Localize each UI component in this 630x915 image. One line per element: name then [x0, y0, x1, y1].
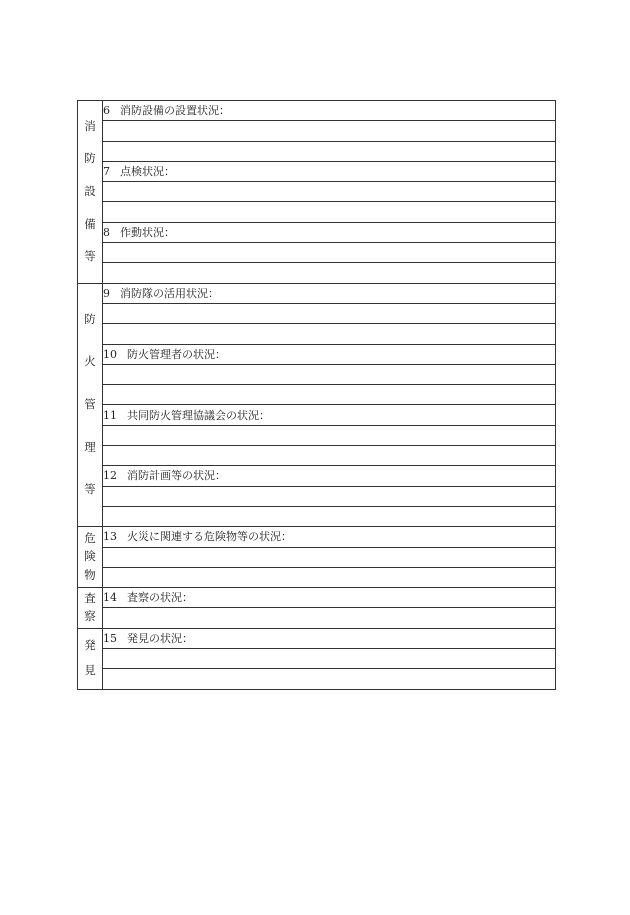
category-char: 防: [84, 151, 96, 166]
category-char: 見: [84, 663, 96, 678]
item-label-cell: [103, 344, 556, 364]
item-row: [78, 161, 556, 181]
category-char: 設: [84, 183, 96, 198]
answer-line[interactable]: [103, 202, 556, 222]
answer-line[interactable]: [103, 446, 556, 466]
blank-row: [78, 263, 556, 283]
item-number: 9: [103, 286, 110, 300]
item-label: 発見の状況：: [127, 631, 193, 645]
blank-row: [78, 425, 556, 445]
category-char: 防: [84, 311, 96, 326]
blank-row: [78, 446, 556, 466]
item-row: [78, 527, 556, 547]
item-row: [78, 466, 556, 486]
answer-line[interactable]: [103, 425, 556, 445]
blank-row: [78, 567, 556, 587]
category-char: 危: [84, 530, 96, 545]
blank-row: [78, 364, 556, 384]
blank-row: [78, 243, 556, 263]
inspection-form-table: [77, 100, 556, 690]
item-label: 消防隊の活用状況：: [120, 286, 219, 300]
blank-row: [78, 486, 556, 506]
answer-line[interactable]: [103, 364, 556, 384]
category-char: 険: [84, 549, 96, 564]
item-number: 7: [103, 165, 110, 179]
category-char: 察: [84, 608, 96, 623]
answer-line[interactable]: [103, 141, 556, 161]
item-label: 火災に関連する危険物等の状況：: [127, 530, 292, 544]
category-cell: [78, 628, 103, 689]
item-label-cell: [103, 222, 556, 242]
category-cell: [78, 588, 103, 629]
category-char: 査: [84, 591, 96, 606]
answer-line[interactable]: [103, 121, 556, 141]
item-row: [78, 405, 556, 425]
answer-line[interactable]: [103, 243, 556, 263]
form-body: [78, 101, 556, 690]
item-label-cell: [103, 283, 556, 303]
category-char: 発: [84, 638, 96, 653]
answer-line[interactable]: [103, 669, 556, 689]
category-label: [78, 101, 102, 283]
item-number: 11: [103, 408, 117, 422]
answer-line[interactable]: [103, 324, 556, 344]
item-row: [78, 628, 556, 648]
answer-line[interactable]: [103, 506, 556, 526]
category-label: [78, 527, 102, 587]
blank-row: [78, 547, 556, 567]
item-label: 点検状況：: [120, 165, 175, 179]
answer-line[interactable]: [103, 385, 556, 405]
blank-row: [78, 669, 556, 689]
blank-row: [78, 608, 556, 628]
category-char: 火: [84, 354, 96, 369]
answer-line[interactable]: [103, 547, 556, 567]
category-char: 理: [84, 439, 96, 454]
answer-line[interactable]: [103, 486, 556, 506]
category-char: 管: [84, 397, 96, 412]
item-row: [78, 588, 556, 608]
category-label: [78, 588, 102, 628]
item-label: 共同防火管理協議会の状況：: [127, 408, 270, 422]
item-label: 作動状況：: [120, 225, 175, 239]
answer-line[interactable]: [103, 303, 556, 323]
item-number: 12: [103, 469, 117, 483]
category-cell: [78, 101, 103, 284]
item-label: 消防計画等の状況：: [127, 469, 226, 483]
blank-row: [78, 182, 556, 202]
blank-row: [78, 202, 556, 222]
item-label: 防火管理者の状況：: [127, 347, 226, 361]
answer-line[interactable]: [103, 608, 556, 628]
item-label-cell: [103, 466, 556, 486]
answer-line[interactable]: [103, 567, 556, 587]
item-number: 13: [103, 530, 117, 544]
item-label-cell: [103, 588, 556, 608]
answer-line[interactable]: [103, 649, 556, 669]
blank-row: [78, 324, 556, 344]
item-label-cell: [103, 628, 556, 648]
blank-row: [78, 121, 556, 141]
item-label: 査察の状況：: [127, 591, 193, 605]
answer-line[interactable]: [103, 263, 556, 283]
blank-row: [78, 506, 556, 526]
item-row: [78, 283, 556, 303]
category-cell: [78, 283, 103, 527]
item-label: 消防設備の設置状況：: [120, 104, 230, 118]
category-char: 物: [84, 567, 96, 582]
blank-row: [78, 141, 556, 161]
item-row: [78, 101, 556, 121]
item-label-cell: [103, 527, 556, 547]
category-char: 消: [84, 118, 96, 133]
blank-row: [78, 649, 556, 669]
item-row: [78, 344, 556, 364]
category-char: 等: [84, 482, 96, 497]
category-cell: [78, 527, 103, 588]
category-label: [78, 284, 102, 527]
category-char: 備: [84, 216, 96, 231]
category-char: 等: [84, 249, 96, 264]
item-label-cell: [103, 101, 556, 121]
blank-row: [78, 303, 556, 323]
item-number: 10: [103, 347, 117, 361]
item-number: 14: [103, 591, 117, 605]
item-row: [78, 222, 556, 242]
item-label-cell: [103, 405, 556, 425]
item-label-cell: [103, 161, 556, 181]
answer-line[interactable]: [103, 182, 556, 202]
category-label: [78, 629, 102, 689]
item-number: 6: [103, 104, 110, 118]
item-number: 8: [103, 225, 110, 239]
blank-row: [78, 385, 556, 405]
item-number: 15: [103, 631, 117, 645]
